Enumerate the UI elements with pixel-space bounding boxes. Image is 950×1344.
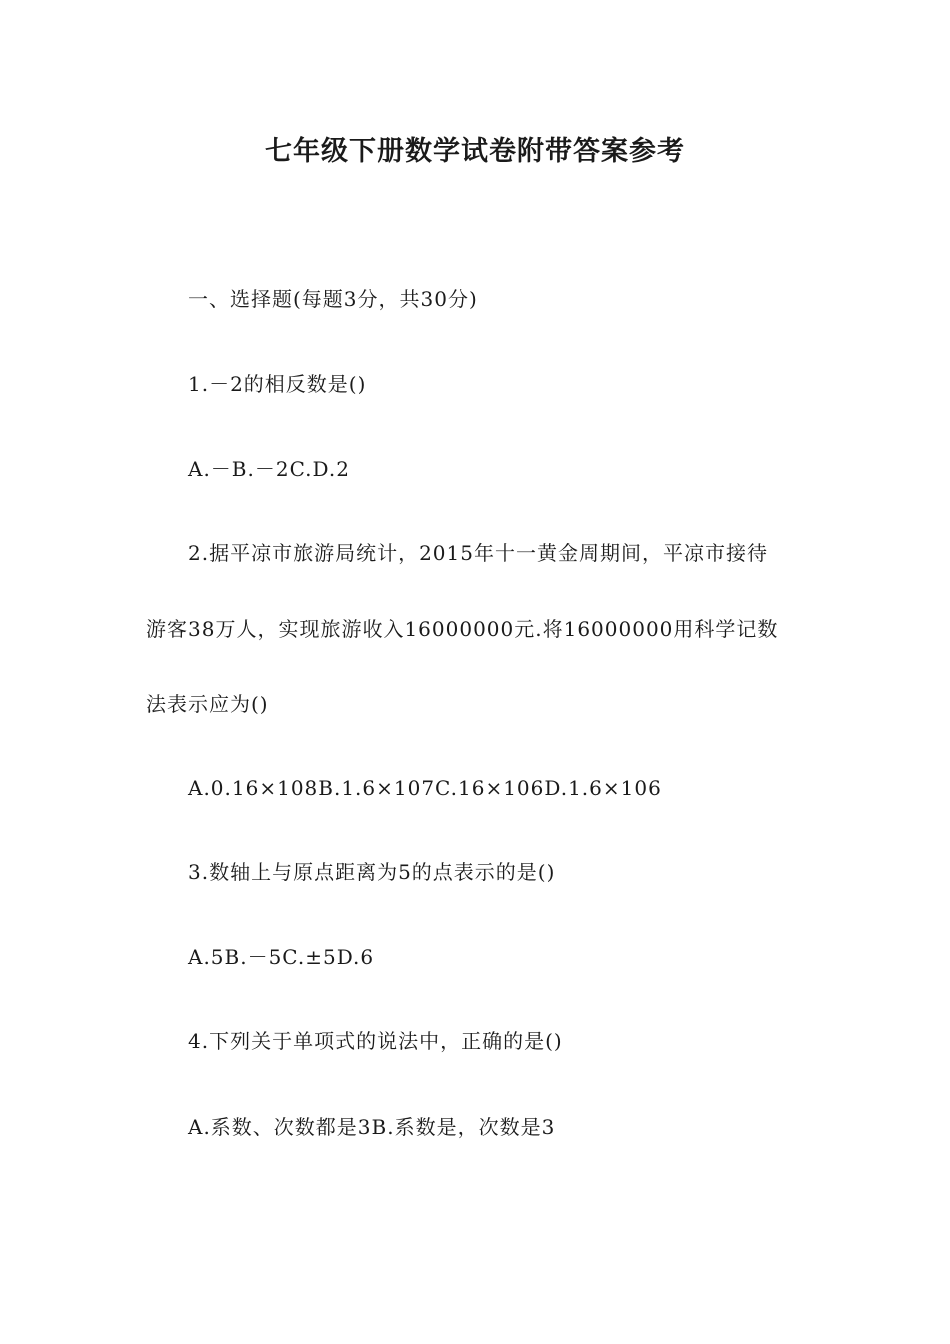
question-2-line-1: 2.据平凉市旅游局统计，2015年十一黄金周期间，平凉市接待	[188, 541, 768, 565]
question-4-options: A.系数、次数都是3B.系数是，次数是3	[188, 1115, 556, 1139]
question-4: 4.下列关于单项式的说法中，正确的是()	[188, 1029, 563, 1053]
question-2-options: A.0.16×108B.1.6×107C.16×106D.1.6×106	[188, 776, 662, 800]
question-1: 1.－2的相反数是()	[188, 372, 367, 396]
question-2-line-3: 法表示应为()	[146, 692, 269, 716]
question-2-line-2: 游客38万人，实现旅游收入16000000元.将16000000用科学记数	[146, 617, 779, 641]
document-title: 七年级下册数学试卷附带答案参考	[265, 136, 685, 167]
question-3: 3.数轴上与原点距离为5的点表示的是()	[188, 860, 556, 884]
question-3-options: A.5B.－5C.±5D.6	[188, 945, 375, 969]
section-heading: 一、选择题(每题3分，共30分)	[188, 287, 478, 311]
question-1-options: A.－B.－2C.D.2	[188, 457, 350, 481]
